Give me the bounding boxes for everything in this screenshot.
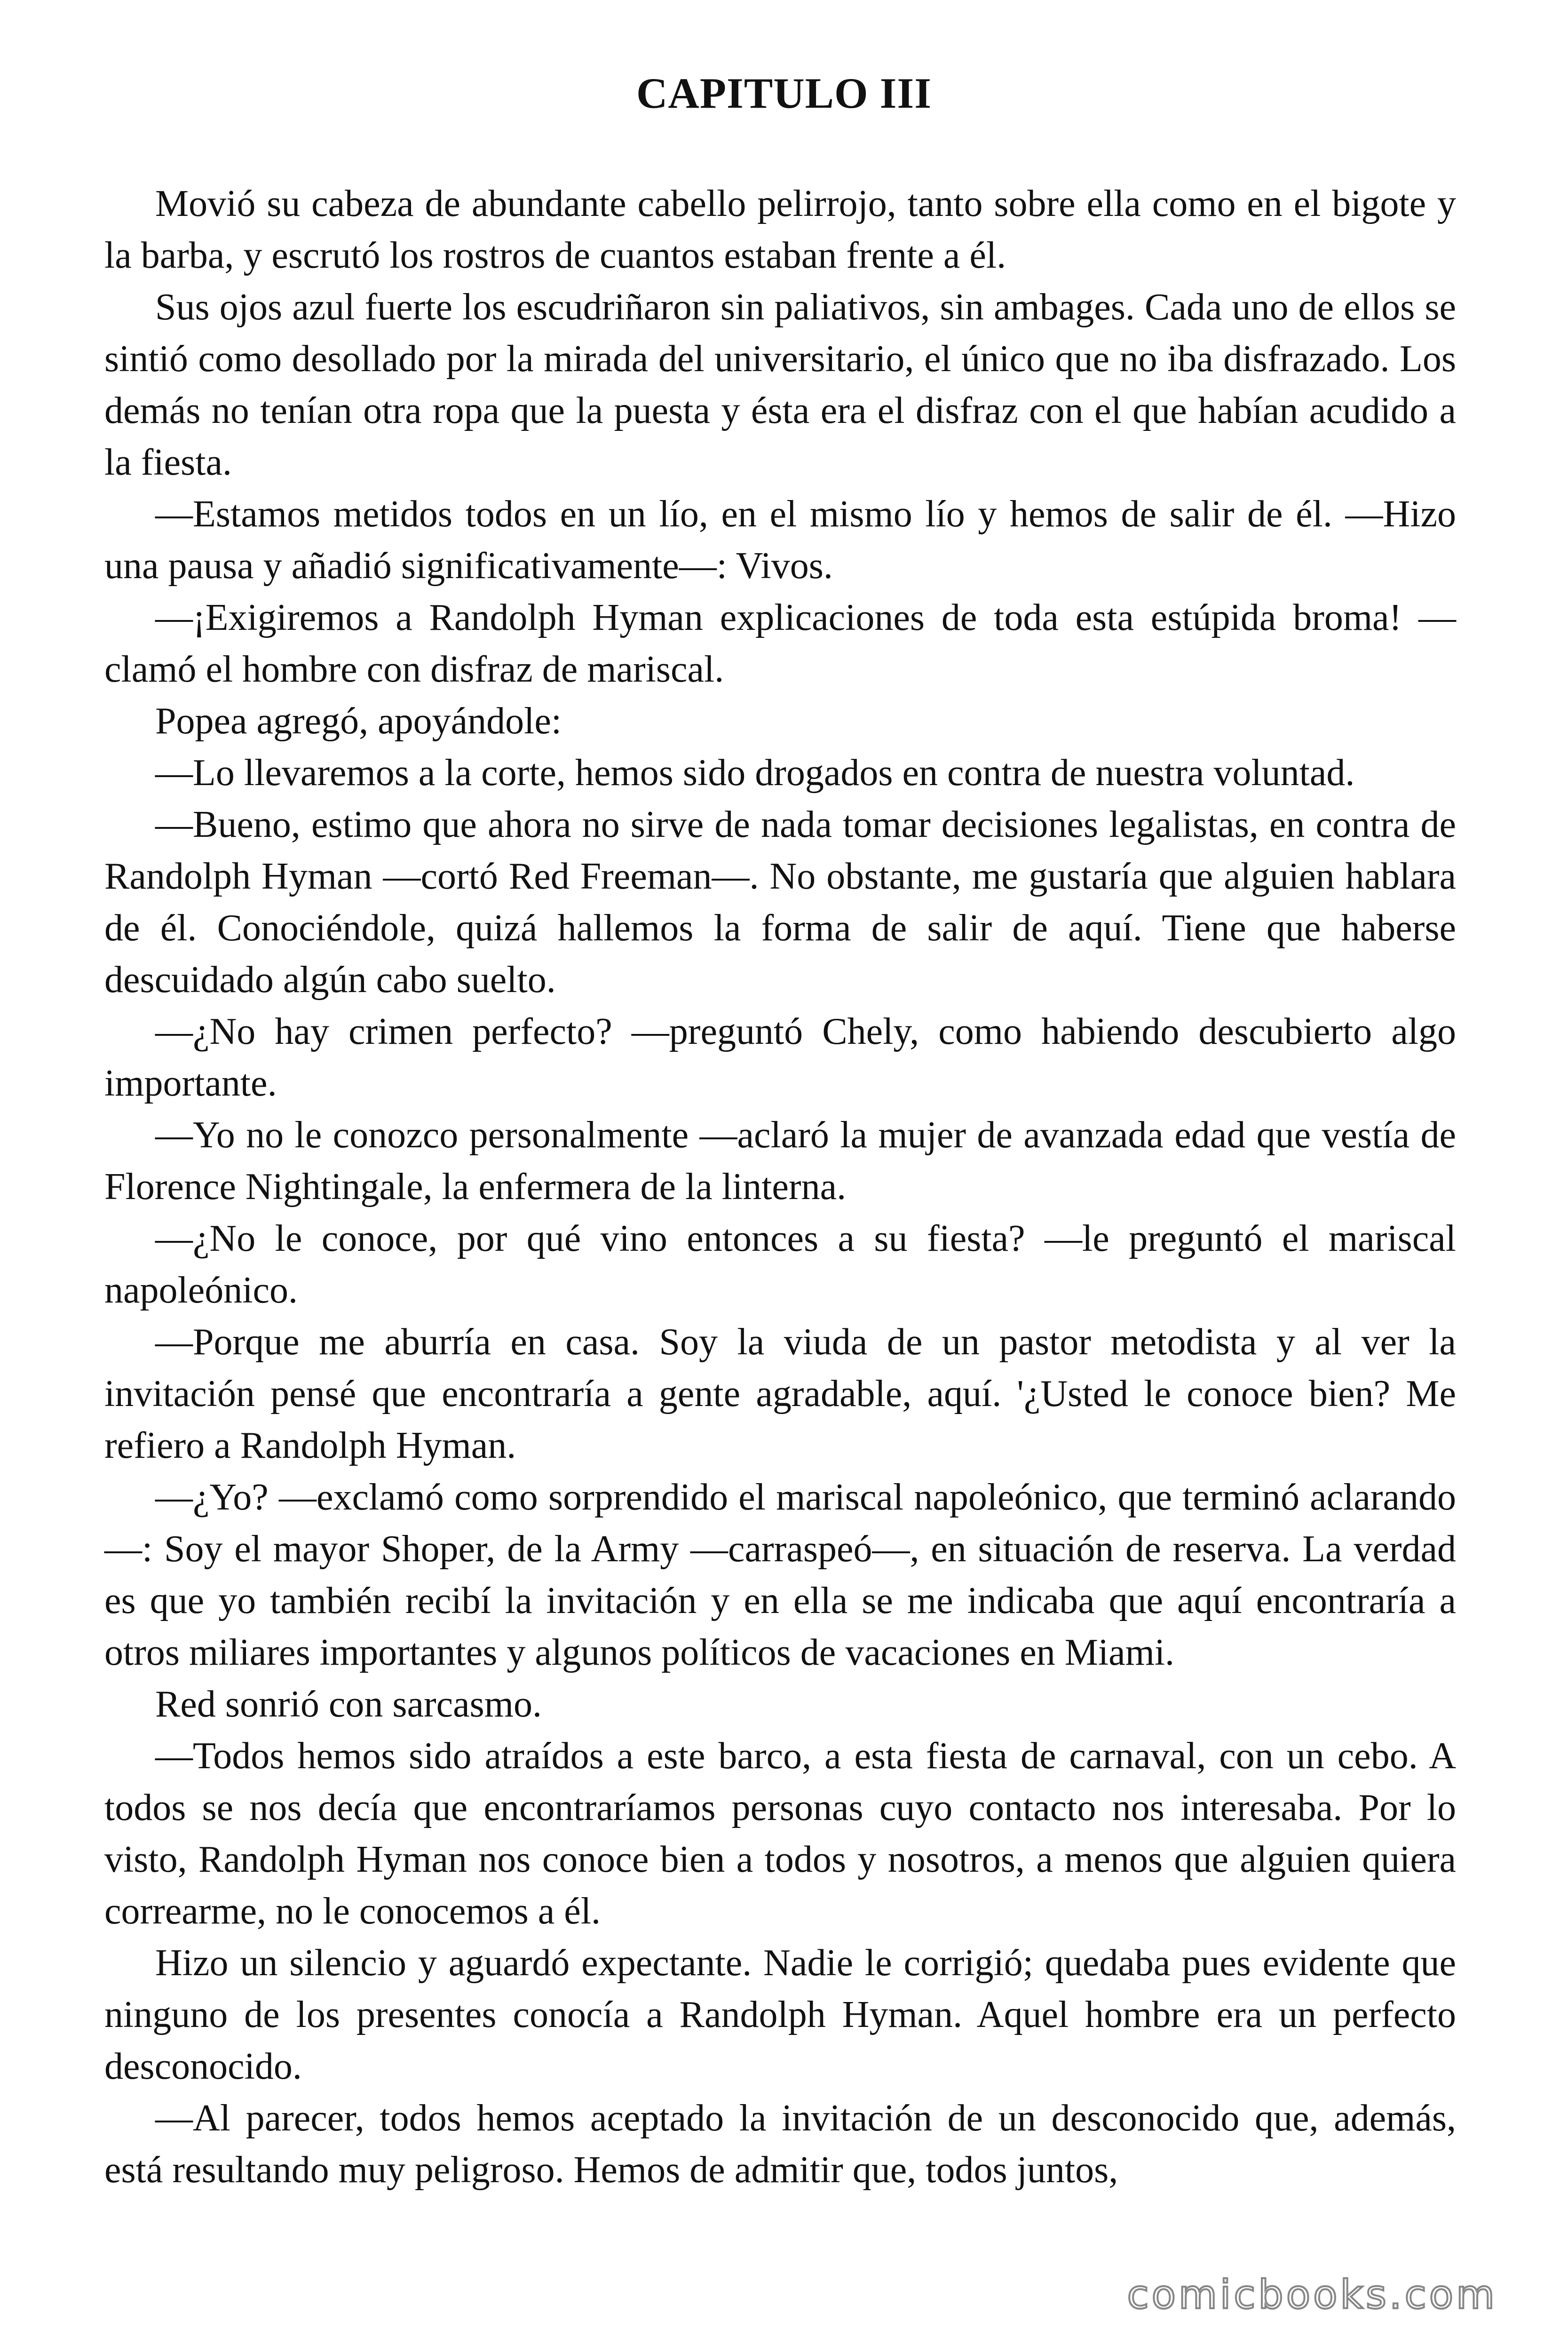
chapter-title: CAPITULO III xyxy=(636,69,932,117)
paragraph: —Porque me aburría en casa. Soy la viuda de un pastor metodista y al ver la invitación pensé que encontraría a gente agradable, aquí. '¿Usted le conoce bien? Me refiero a Randolph Hyman. xyxy=(104,1321,1456,1466)
paragraph: —Bueno, estimo que ahora no sirve de nada tomar decisiones legalistas, en contra de Randolph Hyman —cortó Red Freeman—. No obstante, me gustaría que alguien hablara de él. Conociéndole, quizá hallemos la forma de salir de aquí. Tiene que haberse descuidado algún cabo suelto. xyxy=(104,804,1456,1001)
paragraph: —Al parecer, todos hemos aceptado la invitación de un desconocido que, además, está resultando muy peligroso. Hemos de admitir que, todos juntos, xyxy=(104,2098,1456,2191)
chapter-body xyxy=(104,178,1456,2196)
paragraph: Hizo un silencio y aguardó expectante. Nadie le corrigió; quedaba pues evidente que ninguno de los presentes conocía a Randolph Hyman. Aquel hombre era un perfecto desconocido. xyxy=(104,1942,1456,2087)
paragraph: Popea agregó, apoyándole: xyxy=(155,700,562,742)
paragraph: —¿No le conoce, por qué vino entonces a su fiesta? —le preguntó el mariscal napoleónico. xyxy=(104,1218,1456,1311)
paragraph: Movió su cabeza de abundante cabello pelirrojo, tanto sobre ella como en el bigote y la barba, y escrutó los rostros de cuantos estaban frente a él. xyxy=(104,183,1456,276)
paragraph: Red sonrió con sarcasmo. xyxy=(155,1684,542,1725)
paragraph: —¿No hay crimen perfecto? —preguntó Chely, como habiendo descubierto algo importante. xyxy=(104,1011,1456,1104)
watermark-logo: comicbooks.com xyxy=(1127,2272,1497,2318)
paragraph: —¿Yo? —exclamó como sorprendido el mariscal napoleónico, que terminó aclarando—: Soy el mayor Shoper, de la Army —carraspeó—, en situación de reserva. La verdad es que yo también recibí la invitación y en ella se me indicaba que aquí encontraría a otros miliares importantes y algunos políticos de vacaciones en Miami. xyxy=(104,1477,1456,1673)
paragraph: Sus ojos azul fuerte los escudriñaron sin paliativos, sin ambages. Cada uno de ellos se sintió como desollado por la mirada del universitario, el único que no iba disfrazado. Los demás no tenían otra ropa que la puesta y ésta era el disfraz con el que habían acudido a la fiesta. xyxy=(104,286,1456,483)
paragraph: —¡Exigiremos a Randolph Hyman explicaciones de toda esta estúpida broma! — clamó el hombre con disfraz de mariscal. xyxy=(104,597,1456,690)
paragraph: —Todos hemos sido atraídos a este barco, a esta fiesta de carnaval, con un cebo. A todos se nos decía que encontraríamos personas cuyo contacto nos interesaba. Por lo visto, Randolph Hyman nos conoce bien a todos y nosotros, a menos que alguien quiera correarme, no le conocemos a él. xyxy=(104,1735,1456,1932)
paragraph: —Yo no le conozco personalmente —aclaró la mujer de avanzada edad que vestía de Florence Nightingale, la enfermera de la linterna. xyxy=(104,1114,1456,1208)
paragraph: —Lo llevaremos a la corte, hemos sido drogados en contra de nuestra voluntad. xyxy=(155,752,1355,794)
paragraph: —Estamos metidos todos en un lío, en el mismo lío y hemos de salir de él. —Hizo una pausa y añadió significativamente—: Vivos. xyxy=(104,493,1456,587)
